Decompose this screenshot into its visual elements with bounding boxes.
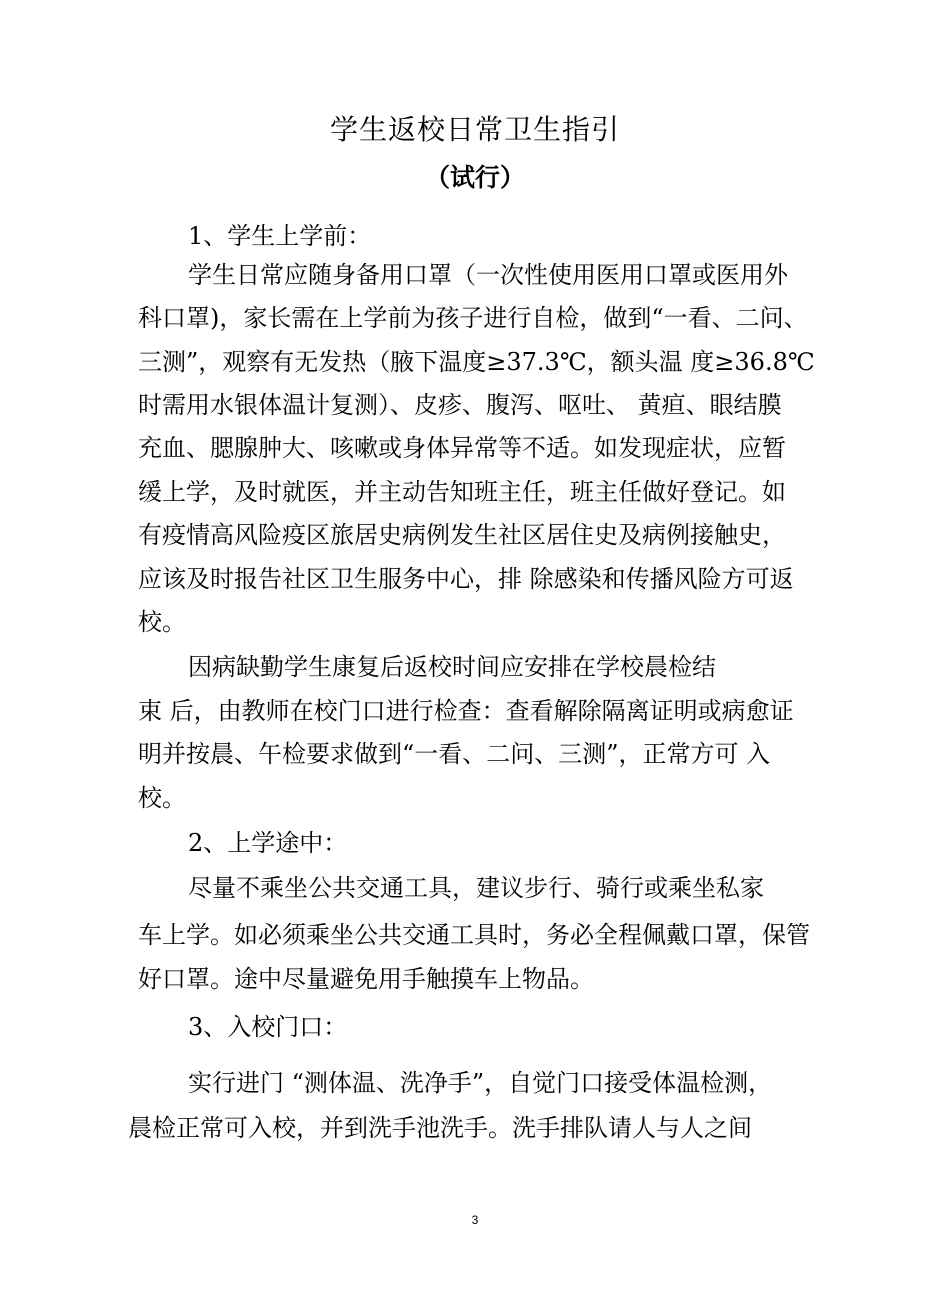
paragraph-line: 缓上学，及时就医，并主动告知班主任，班主任做好登记。如 — [138, 478, 786, 506]
paragraph-line: 充血、腮腺肿大、咳嗽或身体异常等不适。如发现症状，应暂 — [138, 434, 786, 462]
paragraph-line: 束 后，由教师在校门口进行检查：查看解除隔离证明或病愈证 — [138, 697, 794, 725]
paragraph-line: 校。 — [138, 784, 186, 812]
document-subtitle: （试行） — [424, 163, 525, 192]
paragraph-line: 科口罩)，家长需在上学前为孩子进行自检，做到“一看、二问、 — [138, 304, 808, 332]
paragraph-line: 明并按晨、午检要求做到“一看、二问、三测”，正常方可 入 — [138, 740, 771, 768]
paragraph-line: 尽量不乘坐公共交通工具，建议步行、骑行或乘坐私家 — [188, 874, 764, 902]
section-heading-1: 1、学生上学前： — [188, 222, 372, 250]
paragraph-line: 好口罩。途中尽量避免用手触摸车上物品。 — [138, 965, 594, 993]
section-heading-3: 3、入校门口： — [188, 1013, 348, 1041]
document-title: 学生返校日常卫生指引 — [329, 113, 620, 146]
paragraph-line: 应该及时报告社区卫生服务中心，排 除感染和传播风险方可返 — [138, 565, 794, 593]
paragraph-line: 车上学。如必须乘坐公共交通工具时，务必全程佩戴口罩，保管 — [138, 921, 810, 949]
paragraph-line: 有疫情高风险疫区旅居史病例发生社区居住史及病例接触史， — [138, 521, 786, 549]
page-number: 3 — [471, 1213, 479, 1227]
paragraph-line: 因病缺勤学生康复后返校时间应安排在学校晨检结 — [188, 653, 716, 681]
paragraph-line: 学生日常应随身备用口罩（一次性使用医用口罩或医用外 — [188, 261, 788, 289]
paragraph-line: 时需用水银体温计复测）、皮疹、腹泻、呕吐、 黄疸、眼结膜 — [138, 391, 782, 419]
paragraph-line: 晨检正常可入校，并到洗手池洗手。洗手排队请人与人之间 — [128, 1114, 752, 1142]
paragraph-line: 三测”，观察有无发热（腋下温度≥37.3℃，额头温 度≥36.8℃ — [138, 348, 815, 376]
section-heading-2: 2、上学途中： — [188, 829, 348, 857]
paragraph-line: 校。 — [138, 608, 186, 636]
paragraph-line: 实行进门 “测体温、洗净手”，自觉门口接受体温检测， — [188, 1069, 773, 1097]
